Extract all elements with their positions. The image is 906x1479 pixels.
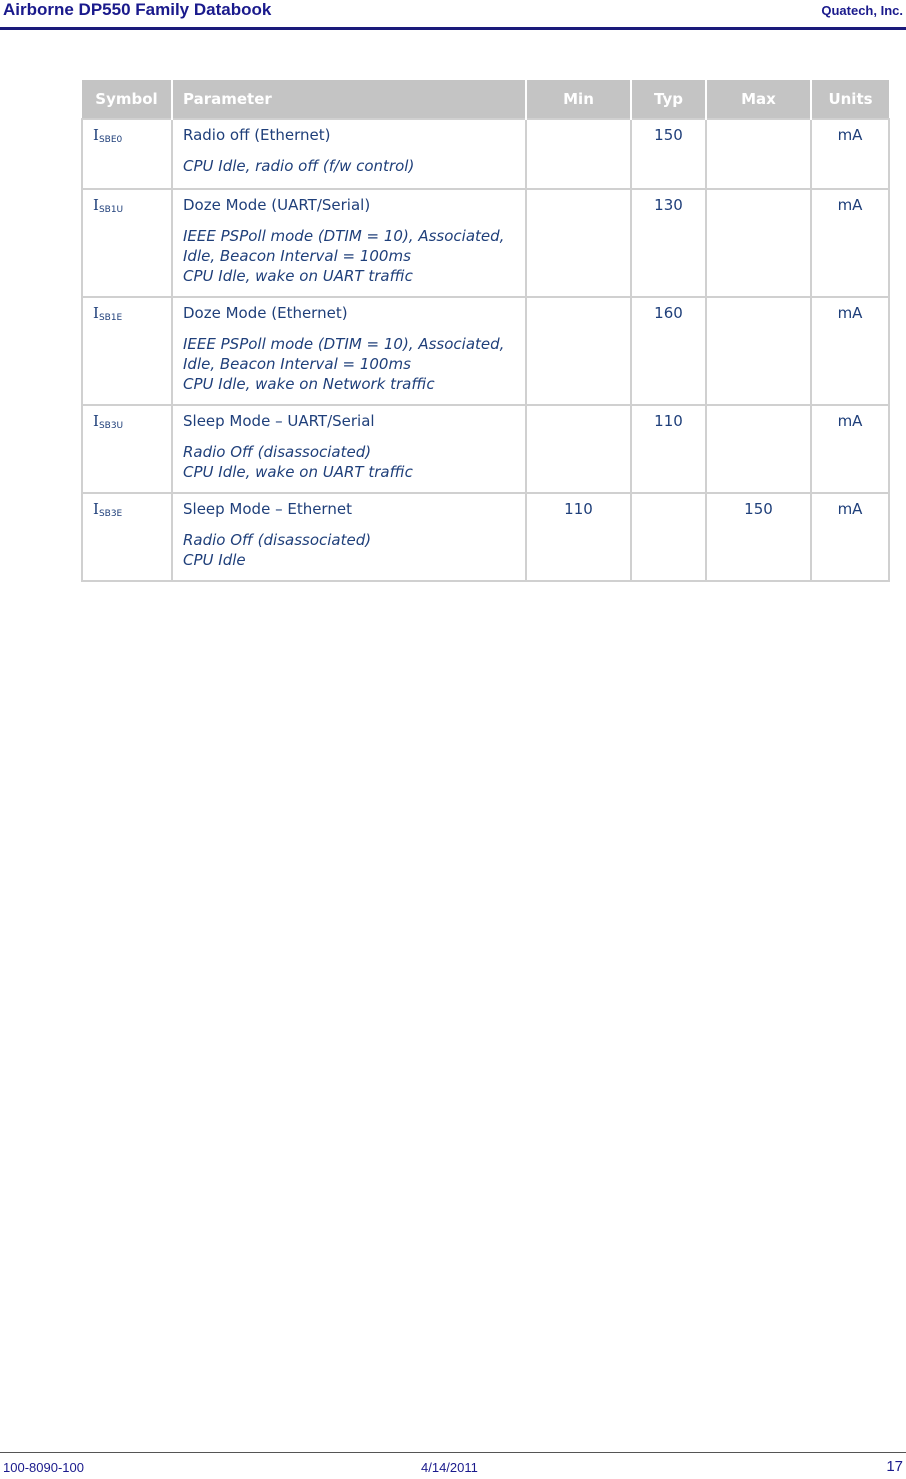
revision-date: 4/14/2011 xyxy=(421,1460,478,1475)
column-header-typ: Typ xyxy=(631,80,706,119)
parameter-cell xyxy=(172,493,526,581)
page-number: 17 xyxy=(886,1458,903,1475)
column-header-symbol: Symbol xyxy=(82,80,172,119)
min-cell xyxy=(526,297,631,405)
page-header xyxy=(0,0,906,30)
table-row xyxy=(82,119,889,189)
symbol-cell: $I_{SBE0}$ xyxy=(82,119,172,189)
parameter-name: Radio off (Ethernet) xyxy=(183,126,331,144)
typ-cell xyxy=(631,493,706,581)
typ-cell: 130 xyxy=(631,189,706,297)
symbol-cell: $I_{SB1U}$ xyxy=(82,189,172,297)
column-header-min: Min xyxy=(526,80,631,119)
table-row xyxy=(82,405,889,493)
document-number: 100-8090-100 xyxy=(3,1460,84,1475)
units-cell: mA xyxy=(811,189,889,297)
typ-cell: 160 xyxy=(631,297,706,405)
parameter-cell xyxy=(172,405,526,493)
parameter-cell xyxy=(172,189,526,297)
column-header-parameter: Parameter xyxy=(172,80,526,119)
parameter-name: Sleep Mode – Ethernet xyxy=(183,500,352,518)
parameter-cell xyxy=(172,119,526,189)
parameter-description: CPU Idle, radio off (f/w control) xyxy=(183,157,415,175)
units-cell: mA xyxy=(811,119,889,189)
min-cell xyxy=(526,189,631,297)
table-header-row xyxy=(82,80,889,119)
typ-cell: 150 xyxy=(631,119,706,189)
parameter-description: Radio Off (disassociated) CPU Idle xyxy=(183,531,372,569)
column-header-max: Max xyxy=(706,80,811,119)
units-cell: mA xyxy=(811,297,889,405)
parameter-description: IEEE PSPoll mode (DTIM = 10), Associated, Idle, Beacon Interval = 100ms CPU Idle, wake on Network traffic xyxy=(183,335,505,393)
units-cell: mA xyxy=(811,493,889,581)
max-cell xyxy=(706,297,811,405)
typ-cell: 110 xyxy=(631,405,706,493)
max-cell xyxy=(706,119,811,189)
max-cell xyxy=(706,405,811,493)
max-cell: 150 xyxy=(706,493,811,581)
parameter-description: Radio Off (disassociated) CPU Idle, wake on UART traffic xyxy=(183,443,413,481)
min-cell xyxy=(526,405,631,493)
min-cell xyxy=(526,119,631,189)
min-cell: 110 xyxy=(526,493,631,581)
symbol-cell: $I_{SB3E}$ xyxy=(82,493,172,581)
parameter-cell xyxy=(172,297,526,405)
parameter-name: Doze Mode (Ethernet) xyxy=(183,304,348,322)
page-footer xyxy=(0,1452,906,1479)
table-row xyxy=(82,297,889,405)
column-header-units: Units xyxy=(811,80,889,119)
parameter-name: Doze Mode (UART/Serial) xyxy=(183,196,371,214)
max-cell xyxy=(706,189,811,297)
units-cell: mA xyxy=(811,405,889,493)
parameter-description: IEEE PSPoll mode (DTIM = 10), Associated, Idle, Beacon Interval = 100ms CPU Idle, wake on UART traffic xyxy=(183,227,505,285)
table-row xyxy=(82,493,889,581)
current-consumption-table xyxy=(81,80,890,582)
symbol-cell: $I_{SB3U}$ xyxy=(82,405,172,493)
table-row xyxy=(82,189,889,297)
parameter-name: Sleep Mode – UART/Serial xyxy=(183,412,375,430)
company-name: Quatech, Inc. xyxy=(821,3,903,18)
document-title: Airborne DP550 Family Databook xyxy=(3,0,272,19)
symbol-cell: $I_{SB1E}$ xyxy=(82,297,172,405)
